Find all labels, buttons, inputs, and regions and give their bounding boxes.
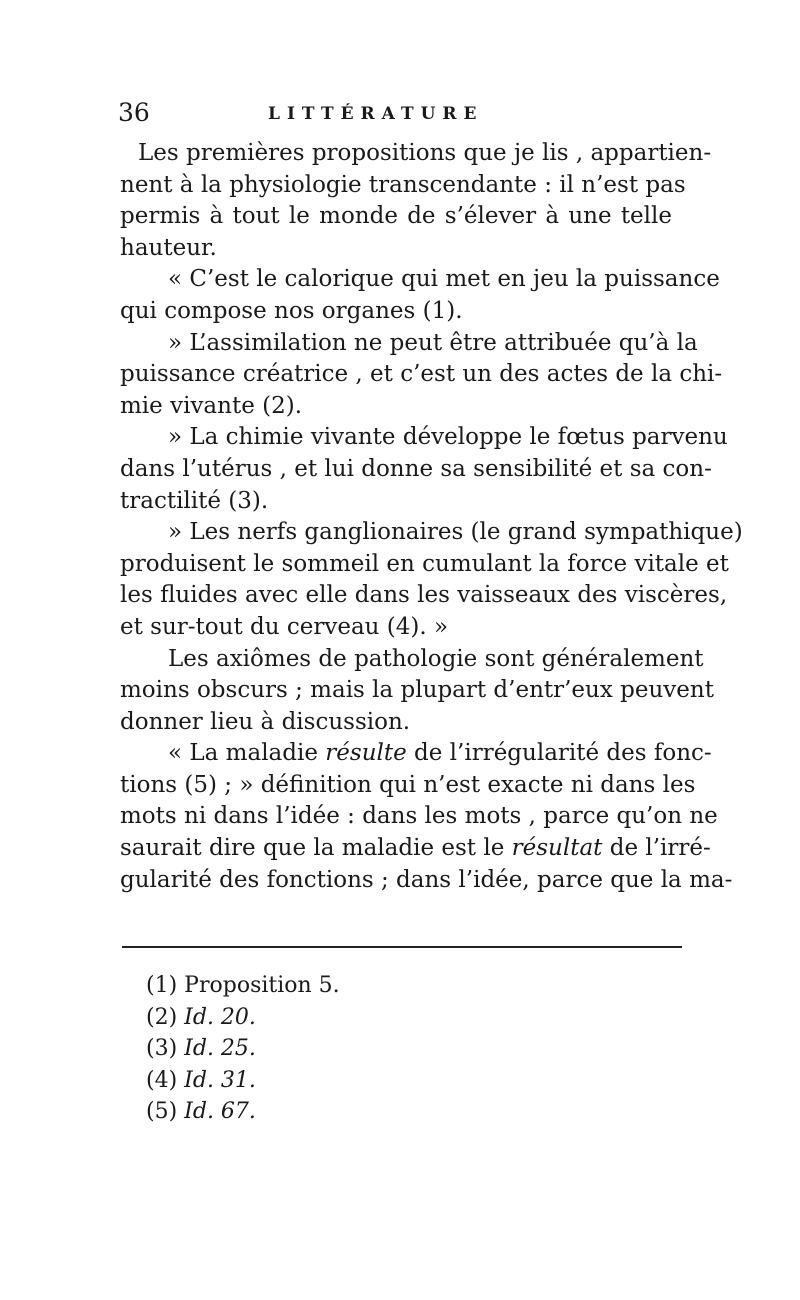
text-line: moins obscurs ; mais la plupart d’entr’eux peuvent — [120, 677, 714, 704]
footnote — [146, 1096, 446, 1128]
text-line: hauteur. — [120, 234, 217, 261]
footnote-text: Id. 31. — [184, 1067, 256, 1093]
text-line: » La chimie vivante développe le fœtus parvenu — [168, 424, 728, 451]
text-line: « C’est le calorique qui met en jeu la puissance — [168, 266, 720, 293]
footnote-ref: (5) — [146, 1099, 178, 1124]
text-line: produisent le sommeil en cumulant la force vitale et — [120, 550, 729, 577]
text-line: tions (5) ; » définition qui n’est exacte ni dans les — [120, 771, 696, 798]
text-line: permis à tout le monde de s’élever à une telle — [120, 203, 672, 230]
footnote-text: Proposition 5. — [184, 973, 340, 998]
footnote-ref: (1) — [146, 973, 178, 998]
text-line: mots ni dans l’idée : dans les mots , parce qu’on ne — [120, 803, 718, 830]
text-line: dans l’utérus , et lui donne sa sensibilité et sa con- — [120, 455, 712, 482]
footnote — [146, 1002, 446, 1034]
text-line: Les axiômes de pathologie sont généralement — [168, 645, 704, 672]
text-line: mie vivante (2). — [120, 392, 303, 419]
text-line: gularité des fonctions ; dans l’idée, parce que la ma- — [120, 866, 733, 893]
text-line: « La maladie résulte de l’irrégularité des fonc- — [168, 740, 712, 767]
text-line: » Les nerfs ganglionaires (le grand sympathique) — [168, 519, 743, 546]
text-line: et sur-tout du cerveau (4). » — [120, 613, 449, 640]
page-header — [118, 98, 678, 134]
body-text — [120, 138, 743, 896]
text-line: tractilité (3). — [120, 487, 269, 514]
emphasis: résulte — [325, 740, 407, 767]
text-line: les fluides avec elle dans les vaisseaux des viscères, — [120, 582, 728, 609]
text-line: saurait dire que la maladie est le résultat de l’irré- — [120, 835, 711, 862]
footnote-text: Id. 20. — [184, 1004, 256, 1030]
text-line: puissance créatrice , et c’est un des actes de la chi- — [120, 361, 723, 388]
text-line: donner lieu à discussion. — [120, 708, 411, 735]
page-number: 36 — [118, 98, 150, 127]
text-line: nent à la physiologie transcendante : il n’est pas — [120, 171, 686, 198]
text-line: » L’assimilation ne peut être attribuée qu’à la — [168, 329, 698, 356]
footnote-text: Id. 25. — [184, 1036, 256, 1061]
footnote-ref: (4) — [146, 1067, 178, 1093]
footnote-ref: (2) — [146, 1004, 178, 1030]
text-line: qui compose nos organes (1). — [120, 297, 463, 324]
footnote — [146, 1033, 446, 1065]
footnote — [146, 1065, 446, 1097]
text-line: Les premières propositions que je lis , appartien- — [138, 140, 712, 166]
emphasis: résultat — [511, 835, 603, 862]
footnotes — [146, 970, 446, 1128]
footnote-rule — [122, 946, 682, 948]
footnote-text: Id. 67. — [184, 1099, 256, 1124]
footnote — [146, 970, 446, 1002]
footnote-ref: (3) — [146, 1036, 178, 1061]
running-head: LITTÉRATURE — [268, 104, 484, 124]
